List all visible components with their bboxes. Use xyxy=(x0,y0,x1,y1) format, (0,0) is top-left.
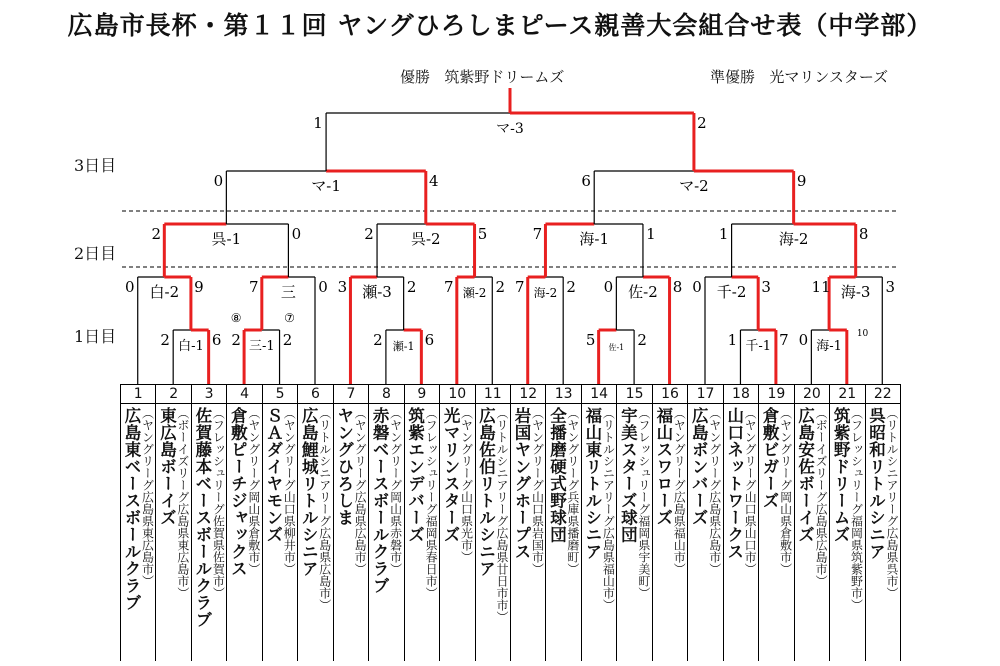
team-name: 広島ボンバーズ xyxy=(689,407,709,526)
team-column xyxy=(759,385,794,661)
team-league-info: （ヤングリーグ山口県山口市） xyxy=(743,407,758,575)
left-score: 0 xyxy=(692,278,702,296)
team-number: 7 xyxy=(334,385,368,404)
left-score: 0 xyxy=(603,278,614,296)
right-score: 8 xyxy=(858,225,869,243)
champion-label: 優勝 xyxy=(400,68,431,86)
left-pk-score: ⑧ xyxy=(230,311,242,325)
team-column xyxy=(866,385,901,661)
left-score: 2 xyxy=(151,225,162,243)
team-number: 5 xyxy=(263,385,297,404)
team-name: 広島東ベースボールクラブ xyxy=(122,407,141,611)
team-number: 4 xyxy=(227,385,261,404)
team-number: 3 xyxy=(192,385,226,404)
team-column xyxy=(476,385,511,661)
day-label-2: 2日目 xyxy=(74,244,117,263)
team-number: 14 xyxy=(582,385,616,404)
match-label: 瀬-1 xyxy=(392,340,415,353)
left-score: 2 xyxy=(160,331,170,349)
page-title: 広島市長杯・第１１回 ヤングひろしまピース親善大会組合せ表（中学部） xyxy=(67,11,933,40)
match-label: 海-3 xyxy=(840,283,871,301)
left-score: 2 xyxy=(364,225,374,243)
team-number: 9 xyxy=(405,385,439,404)
team-name: 全播磨硬式野球団 xyxy=(547,407,567,543)
team-number: 13 xyxy=(546,385,580,404)
team-name: 佐賀藤本ベースボールクラブ xyxy=(192,407,212,628)
match-label: 呉-2 xyxy=(410,230,441,248)
champion-team: 筑紫野ドリームズ xyxy=(444,68,565,86)
left-score: 5 xyxy=(585,331,596,349)
team-name: 福山東リトルシニア xyxy=(582,407,602,560)
right-score: 2 xyxy=(282,331,293,349)
match-label: 海-2 xyxy=(778,230,809,248)
match-label: 三 xyxy=(280,283,296,301)
team-column xyxy=(511,385,546,661)
left-score: 2 xyxy=(373,331,383,349)
team-name: 倉敷ピーチジャックス xyxy=(228,407,248,577)
team-league-info: （フレッシュリーグ福岡県宇美町） xyxy=(636,407,651,599)
left-score: 7 xyxy=(249,278,259,296)
match-label: 三-1 xyxy=(248,339,275,354)
team-name: 赤磐ベースボールクラブ xyxy=(370,407,390,594)
left-score: 11 xyxy=(811,278,831,296)
day-label-3: 3日目 xyxy=(74,156,117,175)
team-column xyxy=(653,385,688,661)
team-name: 筑紫野ドリームズ xyxy=(831,407,851,543)
left-score: 1 xyxy=(313,114,323,132)
day-label-1: 1日目 xyxy=(74,327,117,346)
match-label: マ-2 xyxy=(679,177,709,195)
match-label: 海-1 xyxy=(579,230,610,248)
team-column xyxy=(334,385,369,661)
team-column xyxy=(688,385,723,661)
team-league-info: （ヤングリーグ岡山県倉敷市） xyxy=(778,407,793,575)
match-label: 瀬-3 xyxy=(362,283,392,301)
team-league-info: （リトルシニアリーグ広島県呉市） xyxy=(884,407,899,599)
team-name: 広島安佐ボーイズ xyxy=(795,407,815,543)
team-column xyxy=(263,385,298,661)
team-league-info: （ヤングリーグ山口県光市） xyxy=(459,407,474,563)
right-score: 2 xyxy=(406,278,417,296)
team-number: 2 xyxy=(156,385,190,404)
team-number: 12 xyxy=(511,385,545,404)
team-number: 17 xyxy=(688,385,722,404)
team-name: 岩国ヤングホープス xyxy=(512,407,531,560)
left-score: 0 xyxy=(213,172,224,190)
right-score: 2 xyxy=(637,331,647,349)
right-score: 2 xyxy=(697,114,707,132)
team-league-info: （フレッシュリーグ佐賀県佐賀市） xyxy=(211,407,226,599)
team-column xyxy=(156,385,191,661)
left-score: 0 xyxy=(124,278,135,296)
team-column xyxy=(830,385,865,661)
match-label: 呉-1 xyxy=(211,230,242,248)
team-league-info: （リトルシニアリーグ広島県広島市） xyxy=(317,407,332,611)
team-column xyxy=(121,385,156,661)
right-score: 1 xyxy=(646,225,656,243)
team-number: 18 xyxy=(724,385,758,404)
right-score: 9 xyxy=(796,172,807,190)
match-label: 白-2 xyxy=(149,283,180,301)
team-league-info: （ヤングリーグ広島県福山市） xyxy=(672,407,687,575)
match-label: 海-2 xyxy=(533,286,558,300)
team-name: 光マリンスターズ xyxy=(441,407,461,543)
team-name: 山口ネットワークス xyxy=(724,407,744,560)
left-score: 1 xyxy=(727,331,738,349)
team-league-info: （フレッシュリーグ福岡県筑紫野市） xyxy=(849,407,864,611)
team-number: 11 xyxy=(476,385,510,404)
team-column xyxy=(369,385,404,661)
team-column xyxy=(227,385,262,661)
team-column xyxy=(405,385,440,661)
team-number: 15 xyxy=(617,385,651,404)
left-score: 3 xyxy=(337,278,348,296)
right-score: 6 xyxy=(211,331,222,349)
team-name: 倉敷ビガーズ xyxy=(760,407,780,509)
team-name: 広島鯉城リトルシニア xyxy=(299,407,319,577)
right-score: 3 xyxy=(761,278,771,296)
left-score: 1 xyxy=(718,225,729,243)
team-league-info: （ヤングリーグ山口県岩国市） xyxy=(530,407,545,575)
right-score: 8 xyxy=(672,278,683,296)
team-table xyxy=(120,384,901,661)
team-column xyxy=(440,385,475,661)
right-score: 7 xyxy=(779,331,789,349)
team-league-info: （ヤングリーグ山口県柳井市） xyxy=(282,407,297,575)
team-league-info: （ヤングリーグ岡山県倉敷市） xyxy=(246,407,261,575)
match-label: 白-1 xyxy=(178,339,204,354)
team-league-info: （ヤングリーグ広島県広島市） xyxy=(353,407,368,575)
team-column xyxy=(724,385,759,661)
left-score: 7 xyxy=(444,278,454,296)
team-name: 広島佐伯リトルシニア xyxy=(476,407,496,577)
team-name: 宇美スターズ球団 xyxy=(618,407,638,543)
left-score: 7 xyxy=(532,225,543,243)
right-note: 10 xyxy=(856,329,869,339)
team-column xyxy=(298,385,333,661)
match-label: マ-3 xyxy=(496,121,524,137)
team-column xyxy=(795,385,830,661)
right-score: 9 xyxy=(194,278,204,296)
team-number: 10 xyxy=(440,385,474,404)
team-number: 16 xyxy=(653,385,687,404)
team-league-info: （ヤングリーグ広島県東広島市） xyxy=(140,407,155,587)
left-score: 6 xyxy=(581,172,591,190)
team-column xyxy=(582,385,617,661)
team-name: 呉昭和リトルシニア xyxy=(866,407,886,560)
left-score: 0 xyxy=(798,331,809,349)
team-name: ＳＡダイヤモンズ xyxy=(263,407,283,543)
team-name: ヤングひろしま xyxy=(334,407,354,526)
match-label: マ-1 xyxy=(311,177,341,195)
right-score: 2 xyxy=(566,278,576,296)
right-score: 4 xyxy=(429,172,439,190)
left-score: 2 xyxy=(231,331,241,349)
team-number: 1 xyxy=(121,385,155,404)
right-score: 5 xyxy=(477,225,488,243)
team-number: 8 xyxy=(369,385,403,404)
right-pk-score: ⑦ xyxy=(284,311,295,325)
team-column xyxy=(192,385,227,661)
right-score: 0 xyxy=(318,278,328,296)
team-number: 19 xyxy=(759,385,793,404)
runner-up-team: 光マリンスターズ xyxy=(769,68,889,86)
team-number: 22 xyxy=(866,385,900,404)
team-league-info: （ヤングリーグ岡山県赤磐市） xyxy=(388,407,403,575)
team-league-info: （リトルシニアリーグ広島県廿日市市） xyxy=(494,407,509,623)
team-name: 福山スワローズ xyxy=(653,407,673,526)
right-score: 0 xyxy=(291,225,302,243)
team-league-info: （ヤングリーグ兵庫県播磨町） xyxy=(565,407,580,575)
match-label: 千-2 xyxy=(716,283,747,301)
team-column xyxy=(617,385,652,661)
team-league-info: （ボーイズリーグ広島県東広島市） xyxy=(175,407,190,599)
match-label: 佐-2 xyxy=(628,283,658,301)
right-score: 2 xyxy=(495,278,506,296)
right-score: 3 xyxy=(885,278,896,296)
team-league-info: （リトルシニアリーグ広島県福山市） xyxy=(601,407,616,611)
match-label: 瀬-2 xyxy=(462,286,487,300)
team-column xyxy=(546,385,581,661)
team-league-info: （フレッシュリーグ福岡県春日市） xyxy=(424,407,439,599)
team-league-info: （ヤングリーグ広島県広島市） xyxy=(707,407,722,575)
match-label: 佐-1 xyxy=(608,343,625,352)
left-score: 7 xyxy=(514,278,525,296)
team-league-info: （ボーイズリーグ広島県広島市） xyxy=(814,407,829,587)
team-name: 東広島ボーイズ xyxy=(157,407,177,526)
team-number: 6 xyxy=(298,385,332,404)
team-number: 21 xyxy=(830,385,864,404)
match-label: 千-1 xyxy=(745,339,772,354)
team-number: 20 xyxy=(795,385,829,404)
right-score: 6 xyxy=(424,331,435,349)
runner-up-label: 準優勝 xyxy=(710,68,756,86)
match-label: 海-1 xyxy=(816,339,842,354)
team-name: 筑紫エンデバーズ xyxy=(405,407,425,543)
